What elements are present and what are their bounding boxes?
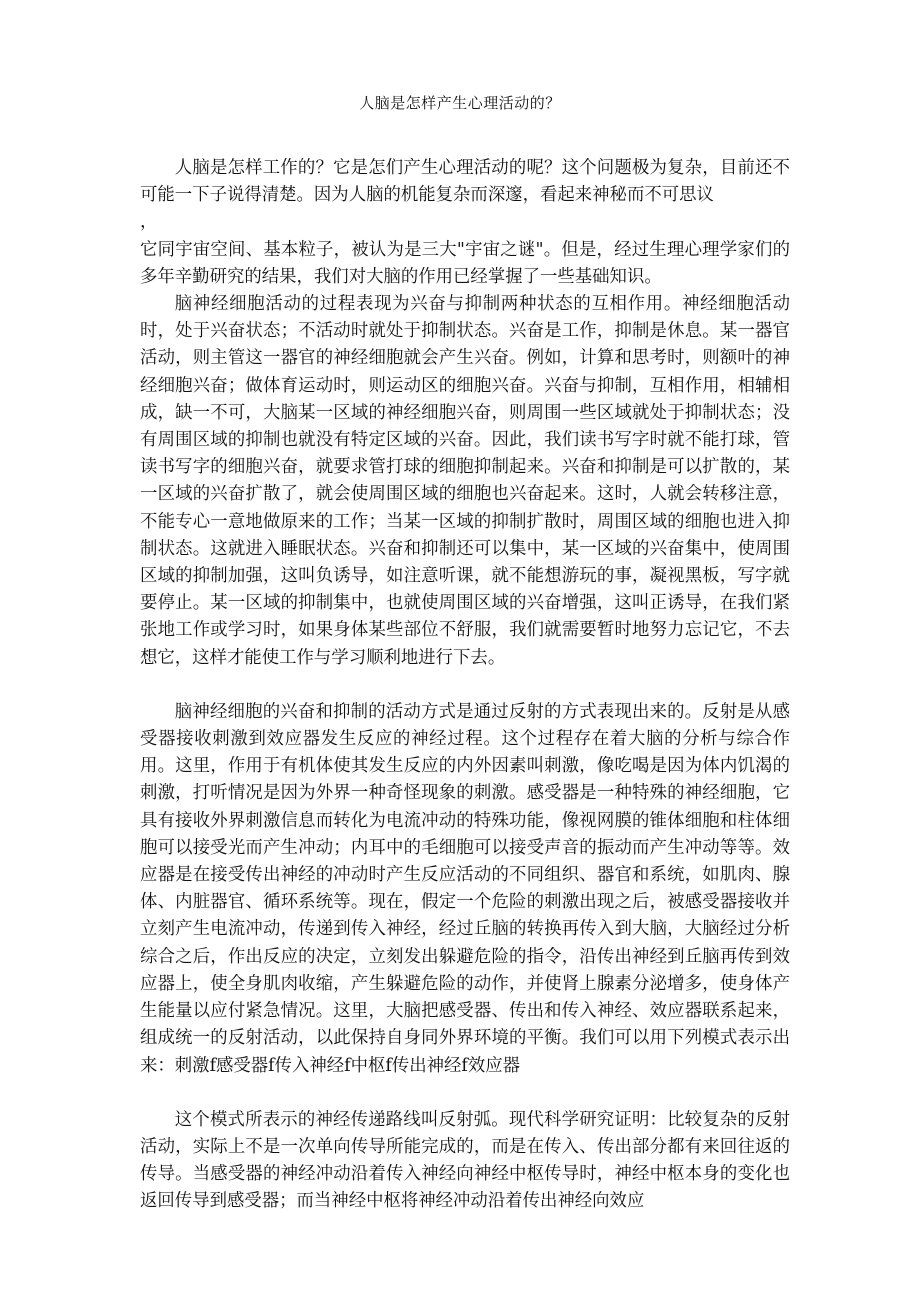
document-body — [140, 155, 790, 1216]
paragraph-excitation-inhibition: 脑神经细胞活动的过程表现为兴奋与抑制两种状态的互相作用。神经细胞活动时，处于兴奋状态；不活动时就处于抑制状态。兴奋是工作，抑制是休息。某一器官活动，则主管这一器官的神经细胞就会产生兴奋。例如，计算和思考时，则额叶的神经细胞兴奋；做体育运动时，则运动区的细胞兴奋。兴奋与抑制，互相作用，相辅相成，缺一不可，大脑某一区域的神经细胞兴奋，则周围一些区域就处于抑制状态；没有周围区域的抑制也就没有特定区域的兴奋。因此，我们读书写字时就不能打球，管读书写字的细胞兴奋，就要求管打球的细胞抑制起来。兴奋和抑制是可以扩散的，某一区域的兴奋扩散了，就会使周围区域的细胞也兴奋起来。这时，人就会转移注意，不能专心一意地做原来的工作；当某一区域的抑制扩散时，周围区域的细胞也进入抑制状态。这就进入睡眠状态。兴奋和抑制还可以集中，某一区域的兴奋集中，使周围区域的抑制加强，这叫负诱导，如注意听课，就不能想游玩的事，凝视黑板，写字就要停止。某一区域的抑制集中，也就使周围区域的兴奋增强，这叫正诱导，在我们紧张地工作或学习时，如果身体某些部位不舒服，我们就需要暂时地努力忘记它，不去想它，这样才能使工作与学习顺利地进行下去。 — [140, 294, 790, 668]
document-title: 人脑是怎样产生心理活动的？ — [359, 94, 561, 112]
paragraph-intro: 人脑是怎样工作的？它是怎们产生心理活动的呢？这个问题极为复杂，目前还不可能一下子说得清楚。因为人脑的机能复杂而深邃，看起来神秘而不可思议 ， — [140, 158, 790, 233]
paragraph-reflex-arc: 这个模式所表示的神经传递路线叫反射弧。现代科学研究证明：比较复杂的反射活动，实际上不是一次单向传导所能完成的，而是在传入、传出部分都有来回往返的传导。当感受器的神经冲动沿着传入神经向神经中枢传导时，神经中枢本身的变化也返回传导到感受器；而当神经中枢将神经冲动沿着传出神经向效应 — [140, 1109, 790, 1212]
paragraph-intro-continued: 它同宇宙空间、基本粒子，被认为是三大"宇宙之谜"。但是，经过生理心理学家们的多年辛勤研究的结果，我们对大脑的作用已经掌握了一些基础知识。 — [140, 239, 790, 287]
paragraph-reflex: 脑神经细胞的兴奋和抑制的活动方式是通过反射的方式表现出来的。反射是从感受器接收刺激到效应器发生反应的神经过程。这个过程存在着大脑的分析与综合作用。这里，作用于有机体使其发生反应的内外因素叫刺激，像吃喝是因为体内饥渴的刺激，打听情况是因为外界一种奇怪现象的刺激。感受器是一种特殊的神经细胞，它具有接收外界刺激信息而转化为电流冲动的特殊功能，像视网膜的锥体细胞和柱体细胞可以接受光而产生冲动；内耳中的毛细胞可以接受声音的振动而产生冲动等等。效应器是在接受传出神经的冲动时产生反应活动的不同组织、器官和系统，如肌肉、腺体、内脏器官、循环系统等。现在，假定一个危险的刺激出现之后，被感受器接收并立刻产生电流冲动，传递到传入神经，经过丘脑的转换再传入到大脑，大脑经过分析综合之后，作出反应的决定，立刻发出躲避危险的指令，沿传出神经到丘脑再传到效应器上，使全身肌肉收缩，产生躲避危险的动作，并使肾上腺素分泌增多，使身体产生能量以应付紧急情况。这里，大脑把感受器、传出和传入神经、效应器联系起来，组成统一的反射活动，以此保持自身同外界环境的平衡。我们可以用下列模式表示出来：刺激f感受器f传入神经f中枢f传出神经f效应器 — [140, 701, 790, 1076]
